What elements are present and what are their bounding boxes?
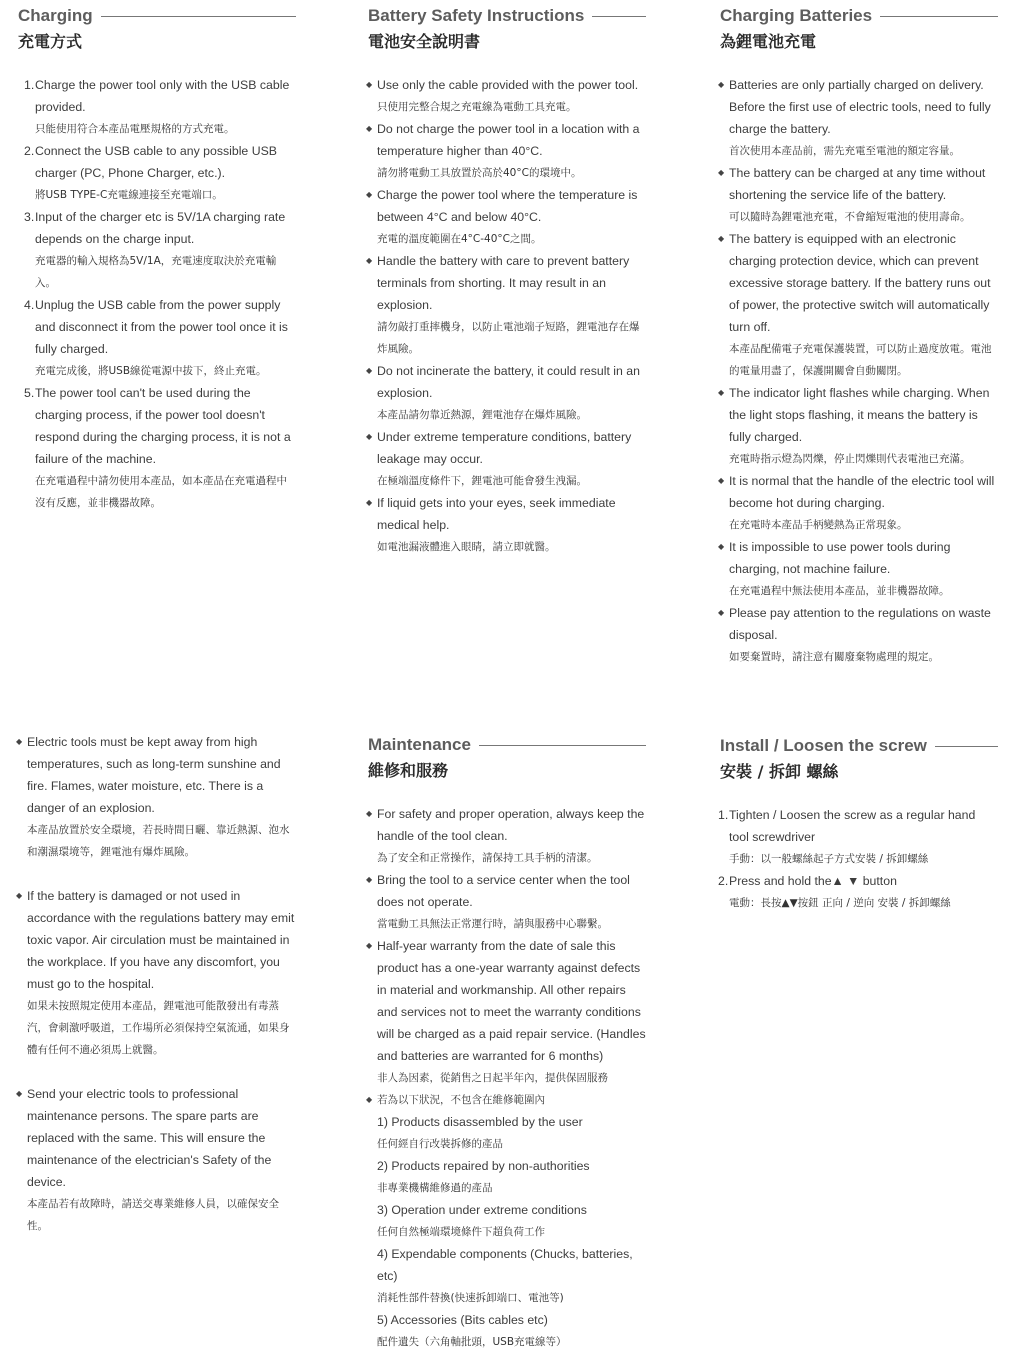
divider <box>479 745 646 746</box>
diamond-bullet-icon: ◆ <box>16 737 23 746</box>
list-item: ◆ It is normal that the handle of the electric tool will become hot during charging. 在充電時本產品手柄變熱為正常現象。 <box>720 470 998 536</box>
spacer <box>18 1061 296 1083</box>
list-item: ◆ Half-year warranty from the date of sale this product has a one-year warranty against defects in material and workmanship. All other repairs and services not to meet the warranty conditions will be charged as a paid repair service. (Handles and batteries are warranted for 6 months) 非人為因素，從銷售之日起半年內，提供保固服務 <box>368 935 646 1089</box>
diamond-bullet-icon: ◆ <box>366 256 373 265</box>
diamond-bullet-icon: ◆ <box>366 809 373 818</box>
charging-header <box>18 6 296 26</box>
diamond-bullet-icon: ◆ <box>366 941 373 950</box>
diamond-bullet-icon: ◆ <box>718 80 725 89</box>
section-title-zh: 維修和服務 <box>368 761 449 780</box>
diamond-bullet-icon: ◆ <box>16 1089 23 1098</box>
general-warnings-list <box>18 731 296 1237</box>
diamond-bullet-icon: ◆ <box>16 891 23 900</box>
list-item: 3. Input of the charger etc is 5V/1A charging rate depends on the charge input. 充電器的輸入規格為5V/1A，充電速度取決於充電輸入。 <box>24 210 286 289</box>
list-item: ◆ Send your electric tools to professional maintenance persons. The spare parts are replaced with the same. This will ensure the maintenance of the electrician's Safety of the device. 本產品若有故障時，請送交專業維修人員，以確保安全性。 <box>18 1083 296 1237</box>
section-title-zh: 電池安全說明書 <box>368 32 481 51</box>
charging-batteries-header <box>720 6 998 26</box>
install-section <box>720 736 998 914</box>
exclusion-item: 3) Operation under extreme conditions 任何自然極端環境條件下超負荷工作 <box>377 1203 587 1238</box>
maintenance-section <box>368 735 646 1353</box>
list-item: ◆ Electric tools must be kept away from high temperatures, such as long-term sunshine and fire. Flames, water moisture, etc. There is a danger of an explosion. 本產品放置於安全環境，若長時間日曬、靠近熱源、泡水和潮濕環境等，鋰電池有爆炸風險。 <box>18 731 296 863</box>
list-item: ◆ Please pay attention to the regulations on waste disposal. 如要棄置時，請注意有關廢棄物處理的規定。 <box>720 602 998 668</box>
list-item: ◆ Charge the power tool where the temperature is between 4°C and below 40°C. 充電的溫度範圍在4°C-40°C之間。 <box>368 184 646 250</box>
divider <box>592 16 646 17</box>
diamond-bullet-icon: ◆ <box>718 168 725 177</box>
install-list <box>720 804 998 914</box>
divider <box>101 16 296 17</box>
section-title-zh: 安裝 / 拆卸 螺絲 <box>720 762 839 781</box>
charging-list <box>18 74 296 514</box>
charging-batteries-section <box>720 6 998 668</box>
list-item: ◆ If the battery is damaged or not used in accordance with the regulations battery may emit toxic vapor. Air circulation must be maintained in the workplace. If you have any discomfort, you must go to the hospital. 如果未按照規定使用本產品，鋰電池可能散發出有毒蒸汽，會刺激呼吸道，工作場所必須保持空氣流通，如果身體有任何不適必須馬上就醫。 <box>18 885 296 1061</box>
section-title: Battery Safety Instructions <box>368 6 585 25</box>
divider <box>935 746 998 747</box>
list-item: ◆ Under extreme temperature conditions, battery leakage may occur. 在極端溫度條件下，鋰電池可能會發生洩漏。 <box>368 426 646 492</box>
section-title: Charging <box>18 6 93 25</box>
list-item: ◆ The battery can be charged at any time without shortening the service life of the battery. 可以隨時為鋰電池充電，不會縮短電池的使用壽命。 <box>720 162 998 228</box>
list-item: 4. Unplug the USB cable from the power supply and disconnect it from the power tool once it is fully charged. 充電完成後，將USB線從電源中拔下，終止充電。 <box>24 298 288 377</box>
exclusions-heading: 若為以下狀況，不包含在維修範圍內 <box>377 1094 545 1106</box>
list-item: ◆ The battery is equipped with an electronic charging protection device, which can prevent excessive storage battery. If the battery runs out of power, the protective switch will automatically turn off. 本產品配備電子充電保護裝置，可以防止過度放電。電池的電量用盡了，保護開關會自動關閉。 <box>720 228 998 382</box>
list-item: ◆ Do not incinerate the battery, it could result in an explosion. 本產品請勿靠近熱源，鋰電池存在爆炸風險。 <box>368 360 646 426</box>
diamond-bullet-icon: ◆ <box>718 542 725 551</box>
list-item: ◆ Handle the battery with care to prevent battery terminals from shorting. It may result in an explosion. 請勿敲打重摔機身，以防止電池端子短路，鋰電池存在爆炸風險。 <box>368 250 646 360</box>
list-item: ◆ Batteries are only partially charged on delivery. Before the first use of electric tools, need to fully charge the battery. 首次使用本產品前，需先充電至電池的額定容量。 <box>720 74 998 162</box>
list-item: 2. Press and hold the▲ ▼ button 電動：長按▲▼按鈕 正向 / 逆向 安裝 / 拆卸螺絲 <box>718 874 951 909</box>
section-title: Maintenance <box>368 735 471 754</box>
list-item <box>368 1089 646 1111</box>
exclusion-item: 5) Accessories (Bits cables etc) 配件遺失（六角軸批頭，USB充電線等） <box>377 1313 567 1348</box>
list-item: 5. The power tool can't be used during the charging process, if the power tool doesn't respond during the charging process, it is not a failure of the machine. 在充電過程中請勿使用本產品，如本產品在充電過程中沒有反應，並非機器故障。 <box>24 386 291 509</box>
spacer <box>18 863 296 885</box>
exclusion-item: 2) Products repaired by non-authorities 非專業機構維修過的產品 <box>377 1159 590 1194</box>
charging-batteries-list <box>720 74 998 668</box>
diamond-bullet-icon: ◆ <box>366 366 373 375</box>
list-item: ◆ For safety and proper operation, always keep the handle of the tool clean. 為了安全和正常操作，請保持工具手柄的清潔。 <box>368 803 646 869</box>
diamond-bullet-icon: ◆ <box>718 234 725 243</box>
diamond-bullet-icon: ◆ <box>718 608 725 617</box>
charging-section <box>18 6 296 514</box>
list-item: ◆ Bring the tool to a service center when the tool does not operate. 當電動工具無法正常運行時，請與服務中心聯繫。 <box>368 869 646 935</box>
diamond-bullet-icon: ◆ <box>366 190 373 199</box>
diamond-bullet-icon: ◆ <box>366 875 373 884</box>
battery-safety-header <box>368 6 646 26</box>
list-item: ◆ The indicator light flashes while charging. When the light stops flashing, it means the battery is fully charged. 充電時指示燈為閃爍，停止閃爍則代表電池已充滿。 <box>720 382 998 470</box>
list-item: ◆ If liquid gets into your eyes, seek immediate medical help. 如電池漏液體進入眼睛，請立即就醫。 <box>368 492 646 558</box>
list-item: 1. Charge the power tool only with the USB cable provided. 只能使用符合本產品電壓規格的方式充電。 <box>24 78 290 135</box>
diamond-bullet-icon: ◆ <box>718 476 725 485</box>
list-item: ◆ Use only the cable provided with the power tool. 只使用完整合規之充電線為電動工具充電。 <box>368 74 646 118</box>
maintenance-list <box>368 803 646 1353</box>
section-title-zh: 為鋰電池充電 <box>720 32 817 51</box>
diamond-bullet-icon: ◆ <box>366 124 373 133</box>
list-item: 1. Tighten / Loosen the screw as a regular hand tool screwdriver 手動：以一般螺絲起子方式安裝 / 拆卸螺絲 <box>718 808 976 865</box>
diamond-bullet-icon: ◆ <box>718 388 725 397</box>
maintenance-header <box>368 735 646 755</box>
diamond-bullet-icon: ◆ <box>366 80 373 89</box>
list-item: 2. Connect the USB cable to any possible USB charger (PC, Phone Charger, etc.). 將USB TYPE-C充電線連接至充電端口。 <box>24 144 277 201</box>
diamond-bullet-icon: ◆ <box>366 432 373 441</box>
divider <box>880 16 998 17</box>
exclusion-item: 1) Products disassembled by the user 任何經自行改裝拆修的產品 <box>377 1115 583 1150</box>
list-item: ◆ Do not charge the power tool in a location with a temperature higher than 40°C. 請勿將電動工具放置於高於40°C的環境中。 <box>368 118 646 184</box>
battery-safety-list <box>368 74 646 558</box>
diamond-bullet-icon: ◆ <box>366 1095 373 1104</box>
list-item: ◆ It is impossible to use power tools during charging, not machine failure. 在充電過程中無法使用本產品，並非機器故障。 <box>720 536 998 602</box>
section-title: Charging Batteries <box>720 6 873 25</box>
install-header <box>720 736 998 756</box>
exclusion-item: 4) Expendable components (Chucks, batteries, etc) 消耗性部件替換(快速拆卸端口、電池等) <box>377 1247 633 1304</box>
general-warnings-section <box>18 731 296 1237</box>
diamond-bullet-icon: ◆ <box>366 498 373 507</box>
battery-safety-section <box>368 6 646 558</box>
section-title: Install / Loosen the screw <box>720 736 927 755</box>
section-title-zh: 充電方式 <box>18 32 83 51</box>
